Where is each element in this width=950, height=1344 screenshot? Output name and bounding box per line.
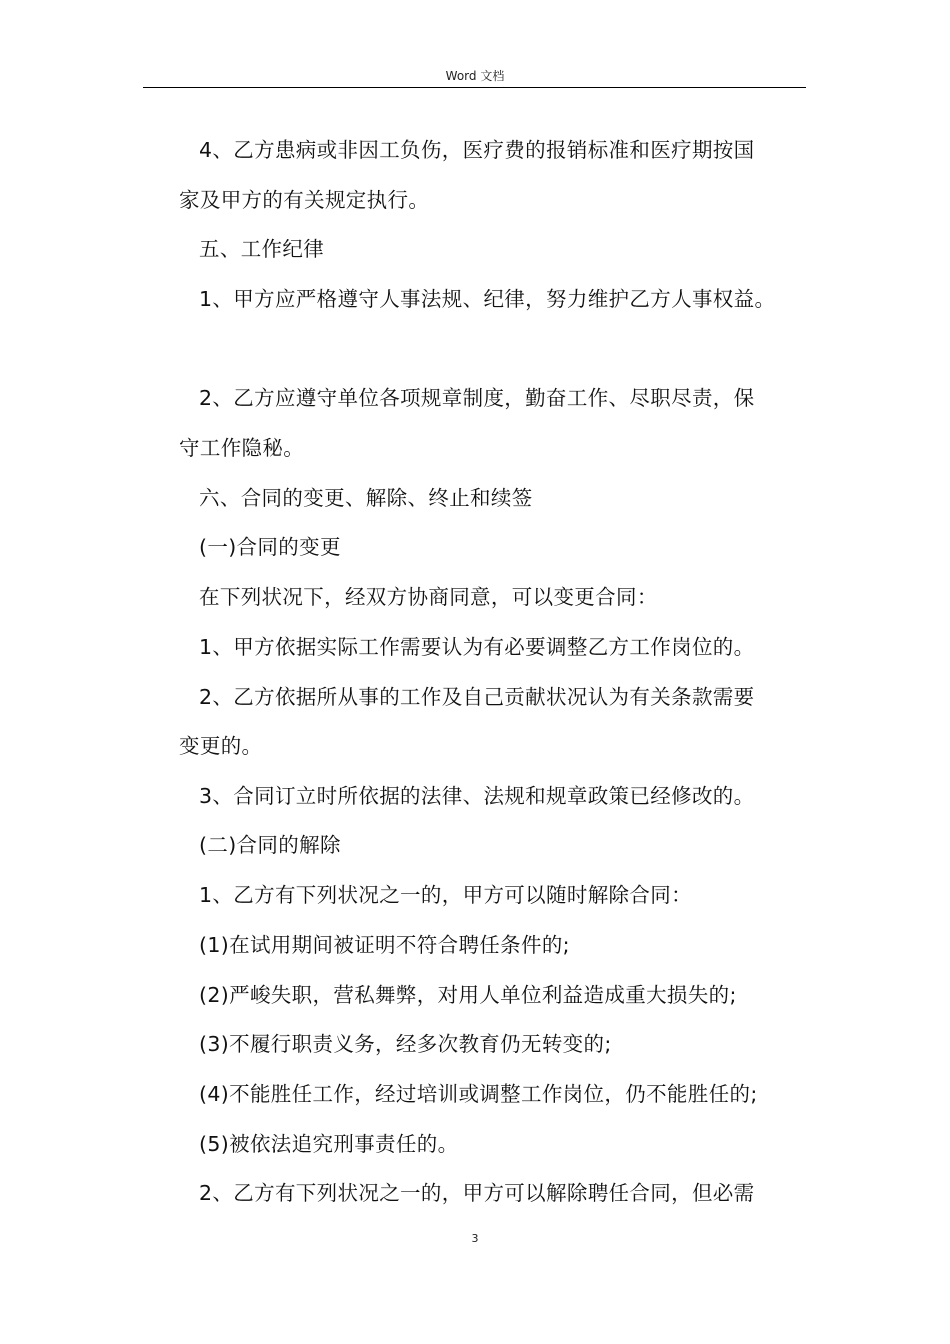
paragraph-line: 在下列状况下，经双方协商同意，可以变更合同： [199, 585, 658, 609]
paragraph-line: 守工作隐秘。 [179, 436, 305, 460]
section-heading: 五、工作纪律 [199, 237, 325, 261]
paragraph-line: 4、乙方患病或非因工负伤，医疗费的报销标准和医疗期按国 [199, 138, 755, 162]
list-item: (4)不能胜任工作，经过培训或调整工作岗位，仍不能胜任的; [199, 1082, 758, 1106]
list-item: (3)不履行职责义务，经多次教育仍无转变的; [199, 1032, 612, 1056]
list-item: (2)严峻失职，营私舞弊，对用人单位利益造成重大损失的; [199, 983, 737, 1007]
paragraph-line: 2、乙方应遵守单位各项规章制度，勤奋工作、尽职尽责，保 [199, 386, 755, 410]
paragraph-line: 3、合同订立时所依据的法律、法规和规章政策已经修改的。 [199, 784, 755, 808]
subsection-heading: (一)合同的变更 [199, 535, 341, 559]
header-divider [143, 87, 806, 88]
subsection-heading: (二)合同的解除 [199, 833, 341, 857]
paragraph-line: 变更的。 [179, 734, 263, 758]
paragraph-line: 1、甲方应严格遵守人事法规、纪律，努力维护乙方人事权益。 [199, 287, 776, 311]
paragraph-line: 2、乙方依据所从事的工作及自己贡献状况认为有关条款需要 [199, 685, 755, 709]
section-heading: 六、合同的变更、解除、终止和续签 [199, 486, 533, 510]
paragraph-line: 2、乙方有下列状况之一的，甲方可以解除聘任合同，但必需 [199, 1181, 755, 1205]
list-item: (1)在试用期间被证明不符合聘任条件的; [199, 933, 570, 957]
paragraph-line: 家及甲方的有关规定执行。 [179, 188, 430, 212]
header-title: Word 文档 [445, 69, 505, 83]
page-number: 3 [471, 1232, 479, 1245]
paragraph-line: 1、乙方有下列状况之一的，甲方可以随时解除合同： [199, 883, 692, 907]
list-item: (5)被依法追究刑事责任的。 [199, 1132, 459, 1156]
paragraph-line: 1、甲方依据实际工作需要认为有必要调整乙方工作岗位的。 [199, 635, 755, 659]
